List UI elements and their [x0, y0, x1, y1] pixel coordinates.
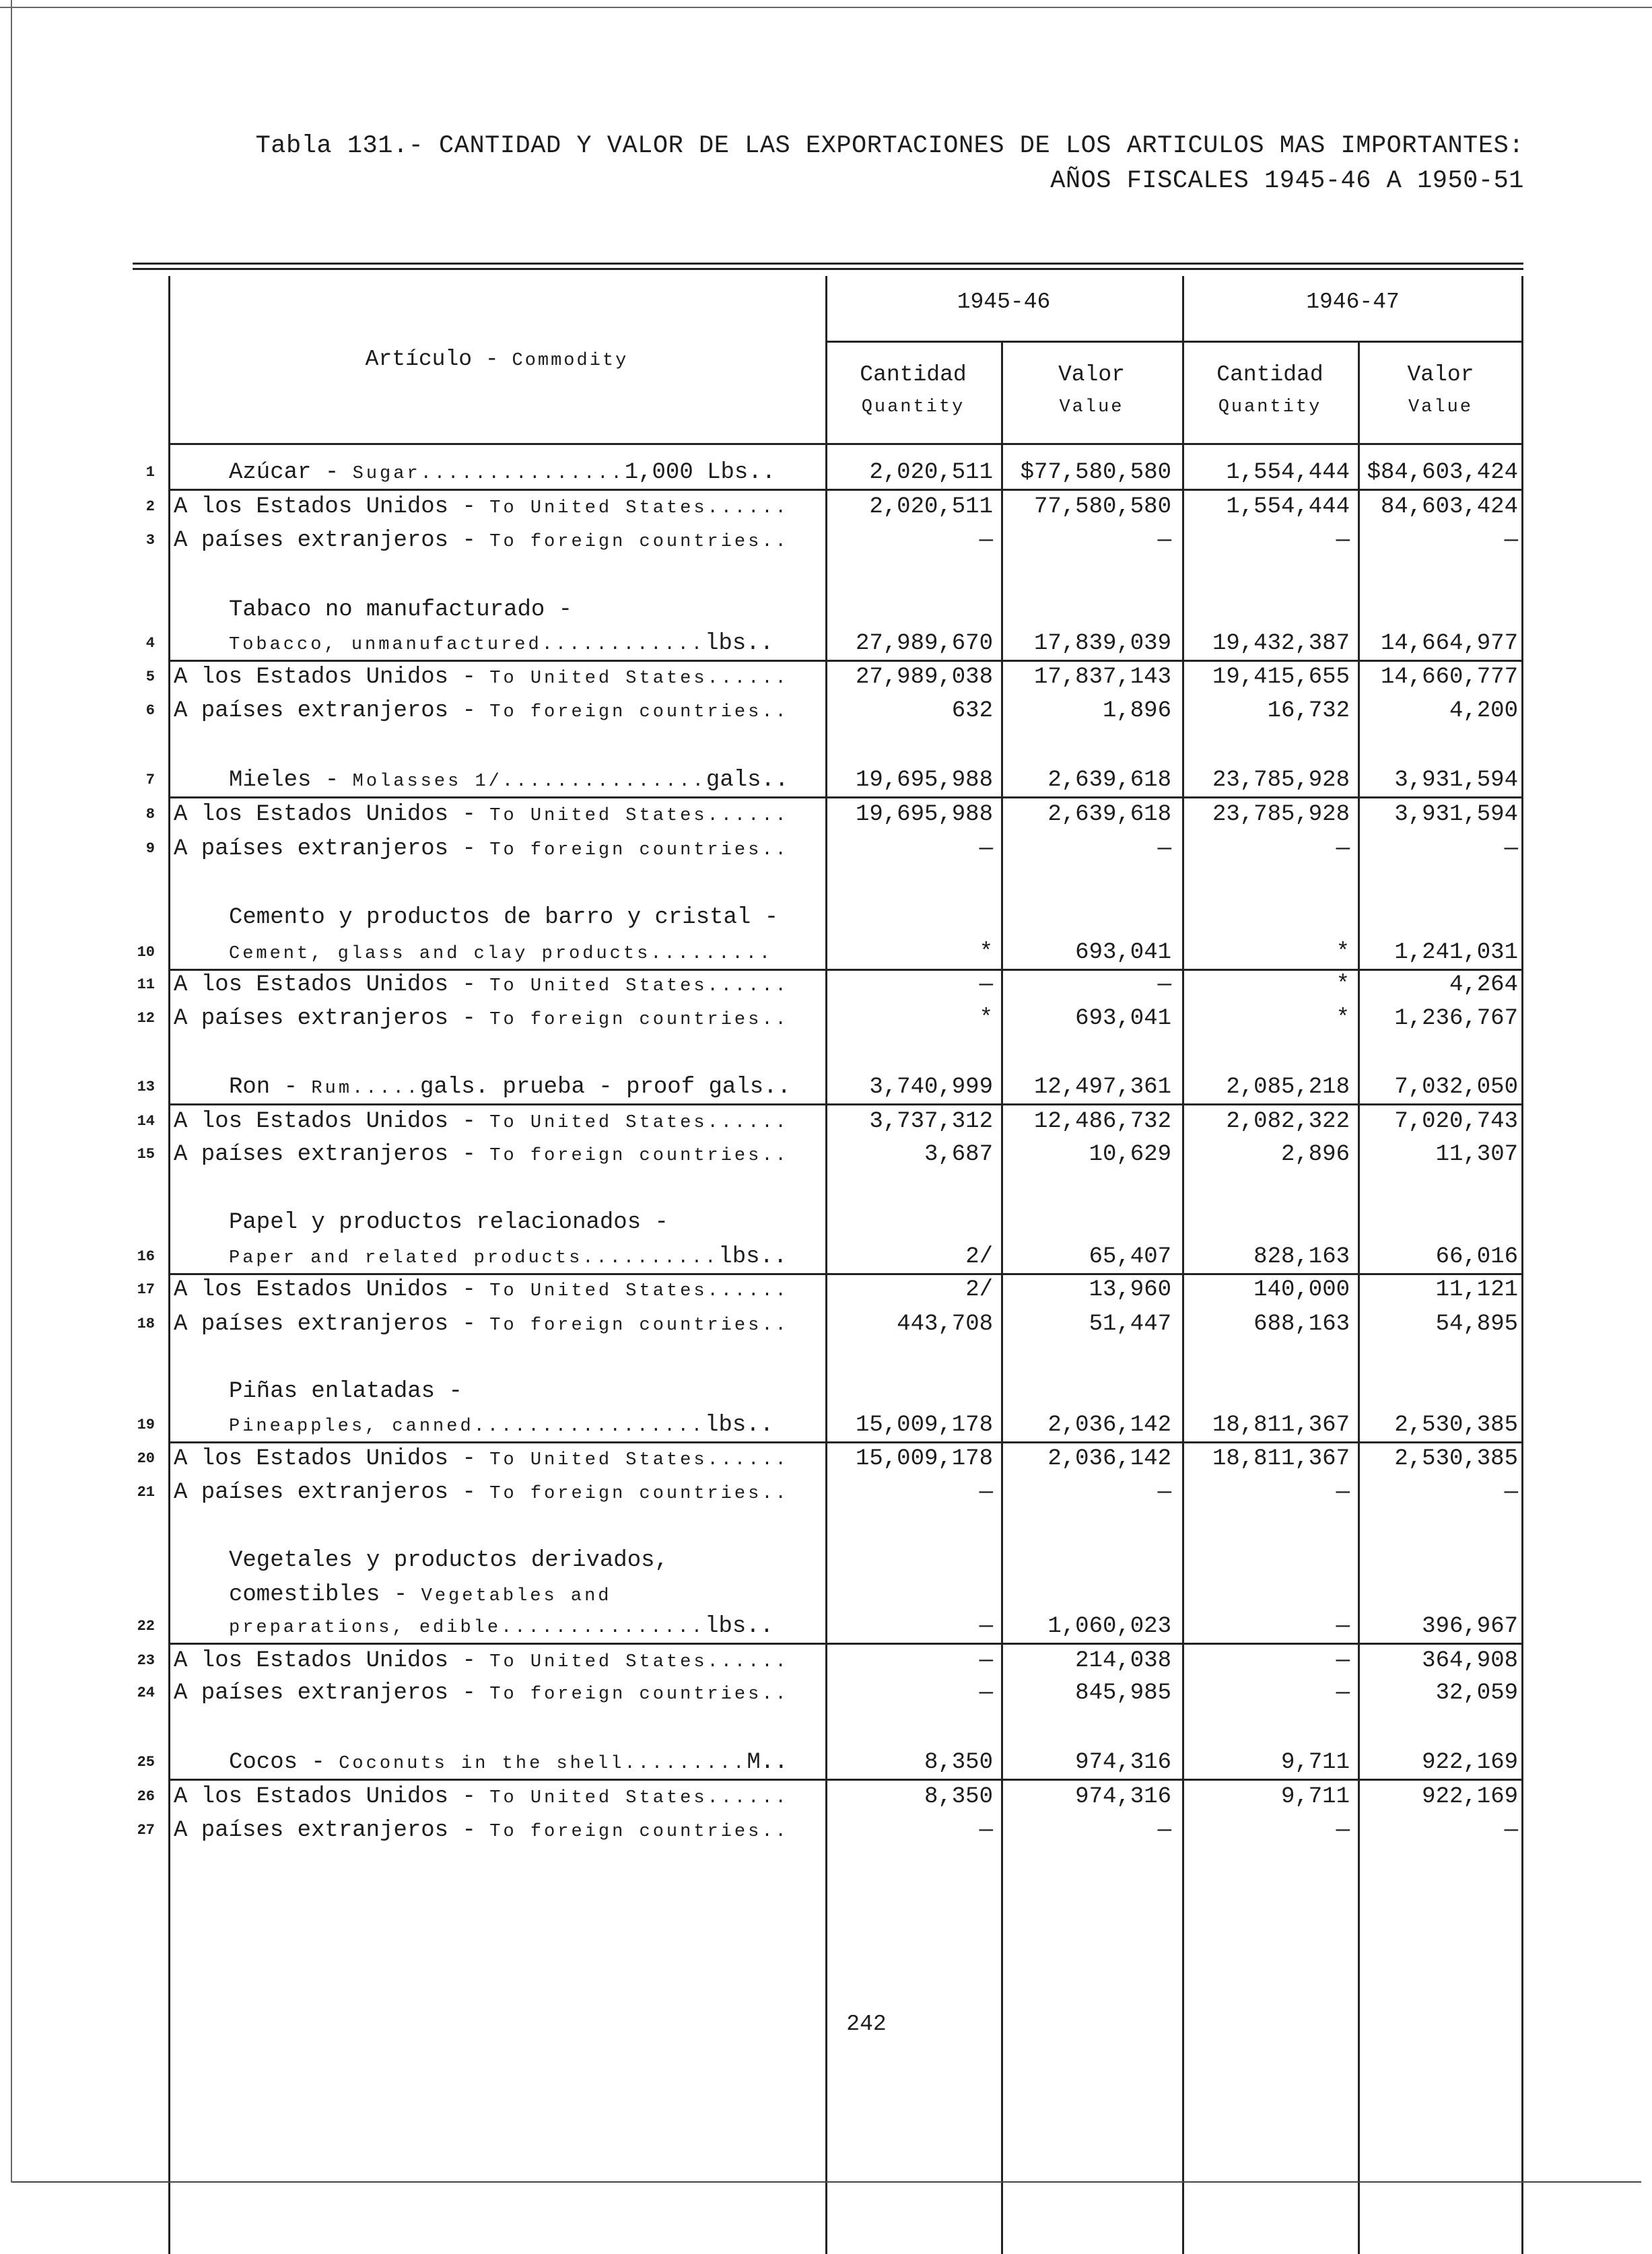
row-number: 1 — [145, 464, 155, 481]
quantity-cell-1945-46: — — [979, 1480, 993, 1505]
table-row — [0, 833, 1652, 864]
quantity-cell-1946-47: * — [1336, 940, 1350, 965]
row-label — [174, 1274, 789, 1307]
table-row — [0, 1139, 1652, 1170]
row-number: 21 — [137, 1484, 155, 1501]
row-number: 18 — [137, 1316, 155, 1332]
row-label — [229, 1747, 788, 1779]
value-cell-1946-47: — — [1504, 528, 1518, 553]
row-label-en: Pineapples, canned................. — [229, 1416, 705, 1437]
row-label-en: To United States...... — [489, 1788, 789, 1808]
row-number: 24 — [137, 1684, 155, 1701]
quantity-cell-1946-47: 9,711 — [1280, 1750, 1350, 1775]
header-value-en: Value — [1408, 397, 1473, 417]
quantity-cell-1945-46: * — [979, 1006, 993, 1031]
quantity-cell-1946-47: — — [1336, 1680, 1350, 1706]
table-row — [0, 1781, 1652, 1812]
row-label — [229, 937, 773, 969]
value-cell-1946-47: 364,908 — [1422, 1648, 1518, 1674]
row-label-es: A los Estados Unidos - — [174, 1648, 490, 1674]
row-label-es: A países extranjeros - — [174, 1142, 490, 1167]
row-label — [229, 765, 788, 797]
table-row — [0, 1678, 1652, 1709]
row-number: 4 — [145, 635, 155, 652]
table-row — [0, 1443, 1652, 1474]
quantity-cell-1946-47: 2,082,322 — [1226, 1109, 1350, 1134]
table-row — [0, 1410, 1652, 1441]
quantity-cell-1946-47: 1,554,444 — [1226, 460, 1350, 485]
year-header-1946: 1946-47 — [1306, 289, 1400, 314]
value-cell-1945-46: 65,407 — [1089, 1244, 1171, 1270]
quantity-cell-1945-46: 3,737,312 — [869, 1109, 993, 1134]
table-row — [0, 491, 1652, 522]
value-cell-1945-46: — — [1157, 972, 1171, 998]
value-cell-1945-46: 12,486,732 — [1033, 1109, 1171, 1134]
value-cell-1945-46: 12,497,361 — [1033, 1074, 1171, 1100]
year-underline — [825, 341, 1523, 343]
group-heading-cemento: Cemento y productos de barro y cristal - — [229, 905, 779, 930]
table-row — [0, 937, 1652, 968]
quantity-cell-1946-47: — — [1336, 1614, 1350, 1639]
row-number: 6 — [145, 702, 155, 719]
row-label-en: To United States...... — [489, 669, 789, 689]
quantity-cell-1946-47: 18,811,367 — [1212, 1412, 1350, 1438]
value-cell-1946-47: 7,032,050 — [1394, 1074, 1518, 1100]
row-label-es: Azúcar - — [229, 460, 353, 485]
row-label-en: To United States...... — [489, 1281, 789, 1301]
quantity-cell-1946-47: 828,163 — [1253, 1244, 1350, 1270]
value-cell-1946-47: 7,020,743 — [1394, 1109, 1518, 1134]
row-label-es: A los Estados Unidos - — [174, 1784, 490, 1810]
value-cell-1945-46: 51,447 — [1089, 1311, 1171, 1337]
quantity-cell-1946-47: * — [1336, 1006, 1350, 1031]
row-label-unit: gals. prueba - proof gals.. — [420, 1074, 791, 1100]
quantity-cell-1946-47: — — [1336, 836, 1350, 862]
row-number: 7 — [145, 772, 155, 788]
value-cell-1946-47: 1,241,031 — [1394, 940, 1518, 965]
table-row — [0, 969, 1652, 1000]
quantity-cell-1946-47: 16,732 — [1267, 698, 1350, 724]
row-number: 19 — [137, 1416, 155, 1433]
value-cell-1946-47: 54,895 — [1435, 1311, 1518, 1337]
header-value-en: Value — [1059, 397, 1124, 417]
value-cell-1946-47: 922,169 — [1422, 1750, 1518, 1775]
table-row — [0, 662, 1652, 693]
row-label-es: A los Estados Unidos - — [174, 802, 490, 827]
value-cell-1945-46: 845,985 — [1075, 1680, 1171, 1706]
value-cell-1946-47: — — [1504, 836, 1518, 862]
row-label-es: Ron - — [229, 1074, 312, 1100]
row-label-en: Sugar............... — [352, 464, 625, 484]
value-cell-1945-46: — — [1157, 1818, 1171, 1843]
quantity-cell-1946-47: 1,554,444 — [1226, 494, 1350, 520]
row-label-es: A países extranjeros - — [174, 1480, 490, 1505]
row-number: 20 — [137, 1450, 155, 1467]
row-label-es: A países extranjeros - — [174, 1006, 490, 1031]
row-label — [174, 1139, 789, 1171]
quantity-cell-1945-46: — — [979, 972, 993, 998]
row-label — [174, 969, 789, 1002]
table-row — [0, 1309, 1652, 1340]
row-label-en: To foreign countries.. — [489, 1316, 789, 1336]
column-header-commodity-es: Artículo - — [365, 347, 512, 372]
row-number: 8 — [145, 806, 155, 823]
row-label-es: Mieles - — [229, 767, 353, 793]
row-label — [174, 1443, 789, 1476]
row-label-es: A los Estados Unidos - — [174, 972, 490, 998]
quantity-cell-1945-46: — — [979, 1818, 993, 1843]
table-row — [0, 765, 1652, 796]
row-label — [229, 1410, 773, 1442]
row-label — [174, 799, 789, 831]
table-row — [0, 1747, 1652, 1778]
total-underline — [168, 1643, 1523, 1645]
page-top-edge — [0, 7, 1652, 8]
row-label-unit: M.. — [747, 1750, 788, 1775]
value-cell-1945-46: — — [1157, 528, 1171, 553]
header-bottom-rule — [168, 443, 1523, 445]
row-number: 17 — [137, 1281, 155, 1298]
quantity-cell-1946-47: — — [1336, 1480, 1350, 1505]
row-number: 15 — [137, 1146, 155, 1163]
row-label — [229, 1072, 791, 1104]
quantity-cell-1945-46: 443,708 — [897, 1311, 993, 1337]
row-number: 10 — [137, 944, 155, 961]
row-label-en: To United States...... — [489, 976, 789, 996]
quantity-cell-1946-47: 23,785,928 — [1212, 767, 1350, 793]
row-label — [174, 833, 789, 866]
value-cell-1945-46: 17,839,039 — [1033, 631, 1171, 656]
row-label — [174, 1678, 789, 1710]
row-label-es: A países extranjeros - — [174, 1680, 490, 1706]
row-label-es: A países extranjeros - — [174, 698, 490, 724]
quantity-cell-1945-46: 3,687 — [924, 1142, 993, 1167]
header-quantity-1946 — [1182, 359, 1358, 423]
value-cell-1946-47: 32,059 — [1435, 1680, 1518, 1706]
row-label-es: A países extranjeros - — [174, 528, 490, 553]
quantity-cell-1945-46: 27,989,670 — [855, 631, 993, 656]
value-cell-1945-46: 693,041 — [1075, 940, 1171, 965]
value-cell-1946-47: 11,121 — [1435, 1277, 1518, 1303]
value-cell-1946-47: 14,660,777 — [1380, 664, 1518, 690]
row-number: 27 — [137, 1822, 155, 1839]
row-label-en: preparations, edible............... — [229, 1618, 705, 1638]
row-label-es: A los Estados Unidos - — [174, 494, 490, 520]
quantity-cell-1945-46: 19,695,988 — [855, 767, 993, 793]
quantity-cell-1945-46: 8,350 — [924, 1784, 993, 1810]
value-cell-1946-47: — — [1504, 1818, 1518, 1843]
quantity-cell-1946-47: 2,085,218 — [1226, 1074, 1350, 1100]
row-label-en: To United States...... — [489, 806, 789, 826]
value-cell-1945-46: — — [1157, 1480, 1171, 1505]
row-label-en: To foreign countries.. — [489, 1822, 789, 1842]
row-label — [229, 1241, 787, 1274]
table-row — [0, 1274, 1652, 1305]
row-label — [229, 457, 776, 489]
group-heading-vegetales-2 — [229, 1579, 612, 1612]
value-cell-1945-46: 2,036,142 — [1047, 1446, 1171, 1472]
quantity-cell-1945-46: — — [979, 1648, 993, 1674]
quantity-cell-1945-46: 19,695,988 — [855, 802, 993, 827]
year-header-1945: 1945-46 — [957, 289, 1051, 314]
value-cell-1945-46: 1,060,023 — [1047, 1614, 1171, 1639]
value-cell-1945-46: 2,036,142 — [1047, 1412, 1171, 1438]
row-label-es: A países extranjeros - — [174, 1311, 490, 1337]
table-title: Tabla 131.- CANTIDAD Y VALOR DE LAS EXPORTACIONES DE LOS ARTICULOS MAS IMPORTANTES: — [255, 132, 1524, 160]
row-label-en: Cement, glass and clay products......... — [229, 944, 773, 964]
header-quantity-es: Cantidad — [860, 362, 967, 387]
header-value-1946 — [1358, 359, 1523, 423]
total-underline — [168, 1779, 1523, 1781]
table-row — [0, 1003, 1652, 1034]
row-label-en: To United States...... — [489, 1652, 789, 1672]
total-underline — [168, 1103, 1523, 1105]
row-label-en: To foreign countries.. — [489, 702, 789, 722]
row-label-en: To United States...... — [489, 1450, 789, 1470]
value-cell-1946-47: 84,603,424 — [1380, 494, 1518, 520]
row-label-en: Coconuts in the shell......... — [339, 1754, 747, 1774]
row-number: 5 — [145, 669, 155, 685]
row-label-unit: lbs.. — [705, 1614, 774, 1639]
header-quantity-1945 — [825, 359, 1001, 423]
quantity-cell-1946-47: — — [1336, 1818, 1350, 1843]
row-label-unit: lbs.. — [705, 631, 774, 656]
value-cell-1946-47: 1,236,767 — [1394, 1006, 1518, 1031]
row-label-en: To United States...... — [489, 1113, 789, 1133]
row-number: 12 — [137, 1010, 155, 1027]
quantity-cell-1945-46: 632 — [951, 698, 993, 724]
quantity-cell-1946-47: 2,896 — [1280, 1142, 1350, 1167]
value-cell-1946-47: $84,603,424 — [1367, 460, 1518, 485]
value-cell-1946-47: 4,264 — [1449, 972, 1518, 998]
group-heading-pinas: Piñas enlatadas - — [229, 1379, 462, 1404]
row-label-es: Cocos - — [229, 1750, 339, 1775]
row-label — [174, 525, 789, 557]
value-cell-1946-47: 3,931,594 — [1394, 802, 1518, 827]
value-cell-1946-47: 3,931,594 — [1394, 767, 1518, 793]
quantity-cell-1945-46: 2,020,511 — [869, 494, 993, 520]
row-label-unit: lbs.. — [705, 1412, 774, 1438]
header-value-es: Valor — [1058, 362, 1126, 387]
table-row — [0, 1645, 1652, 1676]
row-label-en: To foreign countries.. — [489, 840, 789, 860]
row-label — [174, 1645, 789, 1678]
value-cell-1946-47: 922,169 — [1422, 1784, 1518, 1810]
total-underline — [168, 796, 1523, 798]
row-number: 14 — [137, 1113, 155, 1130]
quantity-cell-1946-47: 19,432,387 — [1212, 631, 1350, 656]
quantity-cell-1945-46: 15,009,178 — [855, 1412, 993, 1438]
row-label-en: Paper and related products.......... — [229, 1248, 719, 1268]
table-row — [0, 1815, 1652, 1846]
row-label-es: A los Estados Unidos - — [174, 1446, 490, 1472]
row-label — [174, 1106, 789, 1138]
row-label — [174, 1781, 789, 1814]
value-cell-1946-47: 14,664,977 — [1380, 631, 1518, 656]
header-value-es: Valor — [1407, 362, 1474, 387]
top-double-rule-2 — [133, 268, 1523, 270]
quantity-cell-1945-46: 27,989,038 — [855, 664, 993, 690]
table-row — [0, 1611, 1652, 1642]
quantity-cell-1945-46: 2/ — [965, 1244, 993, 1270]
page-number: 242 — [846, 2012, 887, 2037]
row-label-en: Rum..... — [311, 1079, 421, 1099]
row-label — [174, 662, 789, 694]
row-label-en: Tobacco, unmanufactured............ — [229, 635, 705, 655]
total-underline — [168, 489, 1523, 491]
value-cell-1946-47: — — [1504, 1480, 1518, 1505]
group-heading-vegetales-en: Vegetables and — [421, 1586, 612, 1606]
table-subtitle: AÑOS FISCALES 1945-46 A 1950-51 — [1050, 167, 1524, 195]
value-cell-1945-46: $77,580,580 — [1020, 460, 1171, 485]
value-cell-1945-46: 17,837,143 — [1033, 664, 1171, 690]
value-cell-1945-46: 77,580,580 — [1033, 494, 1171, 520]
table-row — [0, 525, 1652, 556]
value-cell-1946-47: 66,016 — [1435, 1244, 1518, 1270]
quantity-cell-1945-46: 8,350 — [924, 1750, 993, 1775]
quantity-cell-1945-46: — — [979, 1680, 993, 1706]
column-header-commodity — [168, 347, 825, 372]
value-cell-1945-46: 974,316 — [1075, 1784, 1171, 1810]
header-quantity-es: Cantidad — [1216, 362, 1323, 387]
header-quantity-en: Quantity — [1218, 397, 1322, 417]
row-number: 22 — [137, 1618, 155, 1635]
row-label — [174, 1477, 789, 1509]
row-label-es: A los Estados Unidos - — [174, 1277, 490, 1303]
row-label-en: To foreign countries.. — [489, 532, 789, 552]
top-double-rule — [133, 263, 1523, 265]
row-label-en: To foreign countries.. — [489, 1010, 789, 1030]
row-number: 3 — [145, 532, 155, 549]
row-label-es: A países extranjeros - — [174, 836, 490, 862]
row-number: 13 — [137, 1079, 155, 1095]
row-label-es: A países extranjeros - — [174, 1818, 490, 1843]
value-cell-1945-46: — — [1157, 836, 1171, 862]
row-label-es: A los Estados Unidos - — [174, 664, 490, 690]
value-cell-1945-46: 13,960 — [1089, 1277, 1171, 1303]
row-label — [174, 695, 789, 728]
row-label-en: To foreign countries.. — [489, 1484, 789, 1504]
header-value-1945 — [1001, 359, 1182, 423]
quantity-cell-1946-47: 9,711 — [1280, 1784, 1350, 1810]
column-header-commodity-en: Commodity — [512, 351, 629, 371]
row-label — [229, 628, 773, 660]
row-number: 25 — [137, 1754, 155, 1771]
quantity-cell-1945-46: 2/ — [965, 1277, 993, 1303]
table-row — [0, 1072, 1652, 1103]
table-row — [0, 1106, 1652, 1137]
table-row — [0, 799, 1652, 830]
row-label — [174, 1815, 789, 1847]
table-row — [0, 457, 1652, 488]
header-quantity-en: Quantity — [861, 397, 965, 417]
quantity-cell-1945-46: — — [979, 836, 993, 862]
value-cell-1946-47: 4,200 — [1449, 698, 1518, 724]
row-number: 16 — [137, 1248, 155, 1265]
row-label-es: A los Estados Unidos - — [174, 1109, 490, 1134]
row-label-en: To United States...... — [489, 498, 789, 518]
table-row — [0, 1477, 1652, 1508]
row-number: 26 — [137, 1788, 155, 1805]
quantity-cell-1945-46: — — [979, 1614, 993, 1639]
table-row — [0, 1241, 1652, 1272]
row-label-en: Molasses 1/............... — [352, 772, 706, 792]
group-heading-tabaco: Tabaco no manufacturado - — [229, 597, 573, 623]
value-cell-1945-46: 214,038 — [1075, 1648, 1171, 1674]
table-row — [0, 628, 1652, 659]
quantity-cell-1946-47: — — [1336, 528, 1350, 553]
table-row — [0, 695, 1652, 726]
page-bottom-edge — [12, 2181, 1641, 2183]
value-cell-1945-46: 974,316 — [1075, 1750, 1171, 1775]
value-cell-1945-46: 10,629 — [1089, 1142, 1171, 1167]
quantity-cell-1946-47: 23,785,928 — [1212, 802, 1350, 827]
quantity-cell-1945-46: 3,740,999 — [869, 1074, 993, 1100]
quantity-cell-1946-47: — — [1336, 1648, 1350, 1674]
row-label — [174, 1309, 789, 1341]
value-cell-1945-46: 1,896 — [1102, 698, 1171, 724]
value-cell-1945-46: 693,041 — [1075, 1006, 1171, 1031]
quantity-cell-1946-47: 19,415,655 — [1212, 664, 1350, 690]
quantity-cell-1946-47: * — [1336, 972, 1350, 998]
group-heading-vegetales-es: comestibles - — [229, 1582, 421, 1608]
group-heading-papel: Papel y productos relacionados - — [229, 1210, 668, 1235]
row-number: 23 — [137, 1652, 155, 1669]
quantity-cell-1946-47: 140,000 — [1253, 1277, 1350, 1303]
value-cell-1946-47: 396,967 — [1422, 1614, 1518, 1639]
row-label-unit: lbs.. — [718, 1244, 788, 1270]
row-label-unit: gals.. — [705, 767, 789, 793]
value-cell-1946-47: 2,530,385 — [1394, 1412, 1518, 1438]
row-label-en: To foreign countries.. — [489, 1146, 789, 1166]
row-label-en: To foreign countries.. — [489, 1684, 789, 1705]
value-cell-1946-47: 11,307 — [1435, 1142, 1518, 1167]
row-label — [174, 1003, 789, 1035]
row-label — [174, 491, 789, 524]
quantity-cell-1946-47: 18,811,367 — [1212, 1446, 1350, 1472]
row-number: 9 — [145, 840, 155, 857]
row-number: 2 — [145, 498, 155, 515]
quantity-cell-1945-46: * — [979, 940, 993, 965]
value-cell-1946-47: 2,530,385 — [1394, 1446, 1518, 1472]
quantity-cell-1945-46: 2,020,511 — [869, 460, 993, 485]
value-cell-1945-46: 2,639,618 — [1047, 802, 1171, 827]
row-number: 11 — [137, 976, 155, 993]
quantity-cell-1945-46: 15,009,178 — [855, 1446, 993, 1472]
value-cell-1945-46: 2,639,618 — [1047, 767, 1171, 793]
group-heading-vegetales: Vegetales y productos derivados, — [229, 1548, 668, 1573]
row-label-unit: 1,000 Lbs.. — [624, 460, 776, 485]
quantity-cell-1946-47: 688,163 — [1253, 1311, 1350, 1337]
quantity-cell-1945-46: — — [979, 528, 993, 553]
row-label — [229, 1611, 773, 1643]
